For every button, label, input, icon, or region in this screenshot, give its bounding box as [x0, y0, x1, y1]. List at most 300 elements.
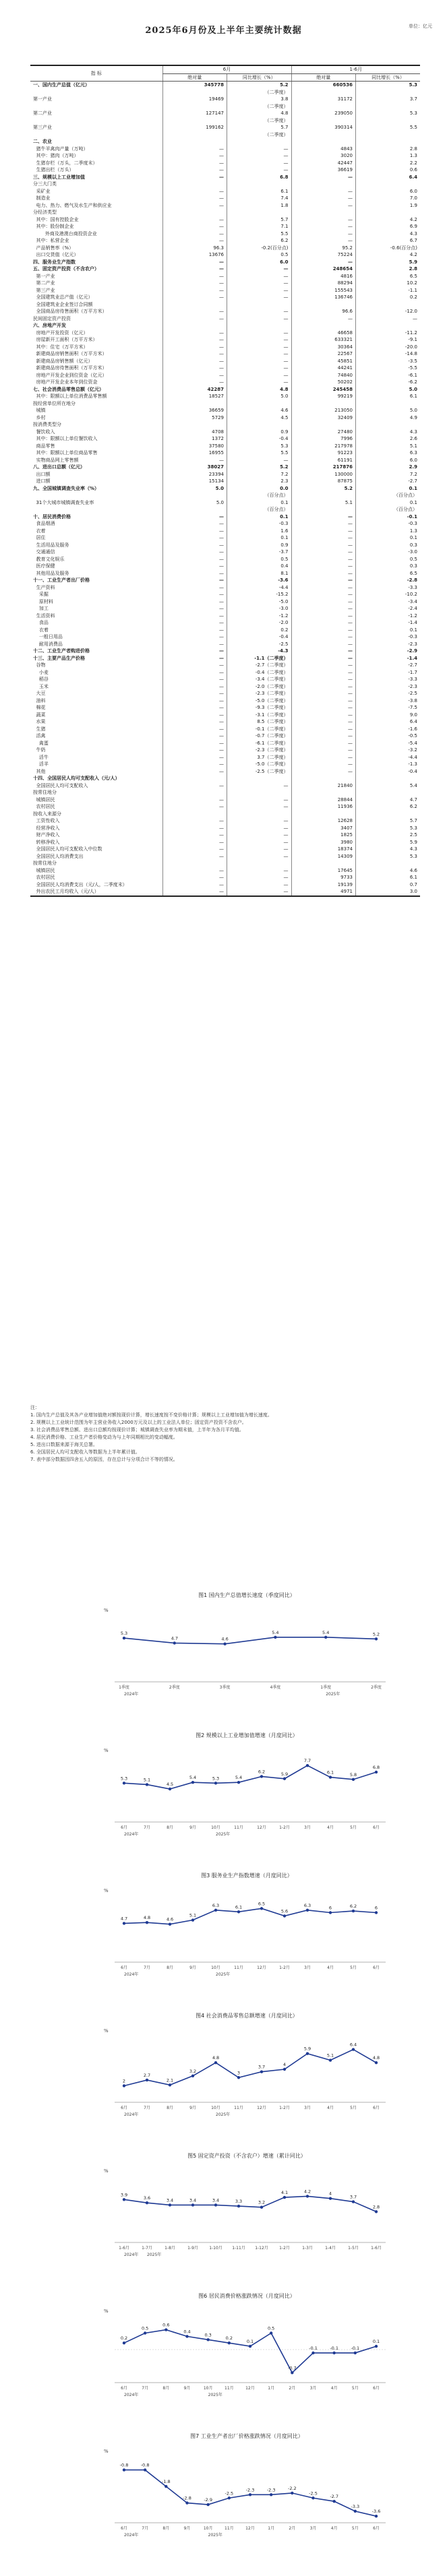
data-label: 0.5: [267, 2325, 275, 2331]
x-tick-label: 3月: [304, 2106, 311, 2110]
cell-cum-pct: -2.8: [356, 577, 421, 584]
table-row: [30, 648, 420, 655]
year-label: 2025年: [326, 1692, 340, 1697]
cell-cum-abs: —: [291, 556, 356, 563]
table-row: [30, 796, 420, 804]
data-point: [146, 1921, 148, 1924]
row-label: 稻谷: [33, 677, 49, 683]
cell-month-abs: —: [162, 740, 227, 747]
row-label: 第三产业: [33, 125, 52, 131]
cell-month-abs: —: [162, 528, 227, 535]
data-label: 6.2: [258, 1769, 266, 1775]
chart-title: 图5 固定资产投资（不含农户）增速（累计同比）: [187, 2153, 306, 2159]
x-tick-label: 12月: [245, 2526, 255, 2531]
x-tick-label: 6月: [373, 2106, 380, 2110]
cell-cum-abs: —: [291, 542, 356, 549]
cell-cum-abs: —: [291, 563, 356, 570]
cell-cum-pct: -3.8: [356, 697, 421, 705]
row-label: 三、规模以上工业增加值: [33, 174, 85, 180]
table-row: [30, 556, 420, 563]
data-label: 5.3: [120, 1776, 128, 1782]
row-label: 其中：限额以上单位消费品零售额: [33, 394, 107, 400]
cell-month-pct: —: [227, 853, 292, 860]
cell-month-pct: -0.1（二季度）: [227, 726, 292, 733]
cell-month-pct: -0.4: [227, 435, 292, 443]
data-point: [144, 2331, 146, 2334]
data-label: 5.4: [189, 1775, 197, 1781]
cell-month-pct: 0.4: [227, 563, 292, 570]
cell-cum-abs: 27480: [291, 429, 356, 436]
chart-unit: %: [104, 2449, 109, 2454]
data-label: 0.3: [204, 2332, 212, 2338]
cell-cum-abs: 3020: [291, 152, 356, 160]
row-label: 其中：国有控股企业: [33, 216, 79, 222]
data-label: 3.4: [189, 2197, 197, 2203]
row-label: 制造业: [33, 195, 51, 201]
data-label: 3.6: [143, 2195, 151, 2201]
cell-cum-pct: -7.5: [356, 704, 421, 712]
row-label: [30, 117, 162, 125]
cell-cum-abs: [291, 789, 356, 796]
row-label: 大豆: [33, 691, 46, 697]
year-label: 2024年: [124, 2112, 139, 2117]
row-label: 城镇居民: [33, 796, 55, 803]
table-row: [30, 471, 420, 478]
cell-month-pct: —: [227, 344, 292, 351]
cell-month-pct: -5.0: [227, 598, 292, 606]
cell-cum-pct: 4.7: [356, 796, 421, 804]
table-row: [30, 160, 420, 167]
row-label: 衣着: [33, 627, 49, 633]
x-tick-label: 6月: [373, 1966, 380, 1970]
cell-month-pct: -2.5: [227, 641, 292, 648]
row-label: 经营净收入: [33, 825, 60, 831]
x-tick-label: 1-10月: [209, 2246, 222, 2251]
row-label: 四、服务业生产指数: [33, 259, 76, 265]
data-label: 5.4: [272, 1629, 279, 1635]
x-tick-label: 3季度: [219, 1685, 231, 1690]
cell-month-abs: 23394: [162, 471, 227, 478]
cell-cum-pct: -1.4: [356, 655, 421, 662]
cell-month-pct: -3.7: [227, 548, 292, 556]
table-row: [30, 329, 420, 337]
chart-title: 图3 服务业生产指数增速（月度同比）: [201, 1873, 293, 1879]
cell-month-pct: 5.0: [227, 393, 292, 400]
cell-cum-abs: —: [291, 598, 356, 606]
data-label: 5.2: [372, 1631, 380, 1637]
cell-cum-pct: 2.8: [356, 146, 421, 153]
data-label: 5.9: [303, 2046, 311, 2052]
table-row: [30, 259, 420, 266]
header-abs-month: 绝对量: [162, 73, 227, 82]
cell-cum-pct: [356, 789, 421, 796]
x-tick-label: 7月: [142, 2386, 149, 2391]
cell-cum-abs: —: [291, 676, 356, 683]
cell-month-pct: [227, 209, 292, 216]
cell-month-pct: -0.2(百分点): [227, 245, 292, 252]
cell-month-pct: —: [227, 372, 292, 379]
chart-svg: [98, 1589, 395, 1717]
table-row: [30, 287, 420, 294]
cell-cum-abs: —: [291, 605, 356, 612]
row-label: 医疗保健: [33, 563, 55, 569]
cell-cum-pct: -14.8: [356, 350, 421, 358]
cell-month-abs: —: [162, 365, 227, 372]
cell-month-pct: 2.3: [227, 478, 292, 485]
cell-cum-pct: [356, 775, 421, 782]
cell-cum-pct: [356, 209, 421, 216]
table-row: [30, 825, 420, 832]
cell-cum-abs: 248654: [291, 265, 356, 273]
cell-cum-abs: 18374: [291, 846, 356, 853]
data-label: 4.6: [221, 1636, 229, 1642]
x-tick-label: 1季度: [320, 1685, 332, 1690]
cell-cum-abs: —: [291, 619, 356, 627]
table-row: [30, 315, 420, 323]
cell-month-pct: 5.3: [227, 443, 292, 450]
row-label: 生活资料: [33, 612, 55, 619]
cell-cum-abs: —: [291, 315, 356, 323]
x-tick-label: 8月: [162, 2386, 170, 2391]
cell-month-abs: —: [162, 825, 227, 832]
cell-month-abs: [162, 322, 227, 329]
data-point: [332, 2352, 335, 2354]
cell-month-abs: —: [162, 188, 227, 195]
table-row: [30, 421, 420, 429]
cell-month-pct: —: [227, 273, 292, 280]
cell-cum-pct: 6.0: [356, 188, 421, 195]
cell-cum-pct: 6.5: [356, 273, 421, 280]
cell-month-pct: -2.3（二季度）: [227, 690, 292, 697]
cell-cum-pct: -3.3: [356, 584, 421, 592]
cell-month-abs: —: [162, 641, 227, 648]
x-tick-label: 8月: [167, 1825, 173, 1830]
table-row: [30, 131, 420, 139]
cell-month-pct: —: [227, 831, 292, 839]
cell-cum-abs: 42447: [291, 160, 356, 167]
table-row: [30, 768, 420, 776]
cell-month-abs: 16955: [162, 449, 227, 457]
data-point: [123, 1922, 125, 1924]
cell-month-pct: （百分点）: [227, 492, 292, 499]
data-point: [228, 2342, 231, 2344]
chart-title: 图2 规模以上工业增加值增速（月度同比）: [196, 1732, 298, 1738]
table-row: [30, 605, 420, 612]
cell-month-pct: [227, 322, 292, 329]
row-label: 按消费类型分: [33, 422, 61, 428]
cell-cum-abs: [291, 506, 356, 513]
cell-month-pct: -15.2: [227, 591, 292, 598]
cell-cum-pct: 4.2: [356, 251, 421, 259]
cell-cum-pct: -20.0: [356, 344, 421, 351]
table-row: [30, 188, 420, 195]
table-row: [30, 542, 420, 549]
data-point: [169, 2083, 171, 2086]
data-label: 0.5: [141, 2325, 149, 2331]
data-label: -2.5: [309, 2490, 318, 2496]
chart-unit: %: [104, 2028, 109, 2034]
data-label: 2.1: [166, 2077, 174, 2083]
cell-cum-pct: -2.3: [356, 683, 421, 691]
row-label: 农村居民: [33, 875, 55, 881]
note-line: 注：: [30, 1405, 40, 1410]
data-point: [375, 1771, 378, 1773]
row-label: 耐用消费品: [33, 641, 63, 647]
data-label: -2.8: [183, 2495, 191, 2501]
cell-month-abs: 37580: [162, 443, 227, 450]
cell-month-abs: —: [162, 732, 227, 740]
cell-cum-pct: -3.3: [356, 676, 421, 683]
cell-month-abs: —: [162, 577, 227, 584]
series-line: [124, 2470, 376, 2517]
cell-cum-pct: -3.2: [356, 747, 421, 754]
chart-unit: %: [104, 1748, 109, 1753]
note-line: 2. 规模以上工业统计范围为年主营业务收入2000万元及以上的工业法人单位；固定资产投资不含农户。: [30, 1420, 247, 1425]
table-row: [30, 761, 420, 768]
table-row: [30, 407, 420, 414]
data-label: 3.7: [258, 2064, 266, 2070]
cell-month-abs: 5.0: [162, 485, 227, 493]
cell-cum-abs: 44241: [291, 365, 356, 372]
table-row: [30, 697, 420, 705]
row-label: 一、国内生产总值（亿元）: [33, 82, 90, 88]
row-label: 乡村: [33, 414, 46, 420]
row-label: 外出农民工月均收入（元/人）: [30, 888, 162, 896]
cell-month-abs: —: [162, 747, 227, 754]
data-point: [237, 2205, 240, 2207]
table-row: [30, 209, 420, 216]
cell-cum-abs: —: [291, 732, 356, 740]
cell-month-abs: —: [162, 542, 227, 549]
table-row: [30, 619, 420, 627]
data-label: -3.6: [371, 2509, 381, 2515]
cell-month-pct: 8.1: [227, 570, 292, 577]
x-tick-label: 1-11月: [232, 2246, 245, 2251]
cell-cum-abs: [291, 775, 356, 782]
data-point: [311, 2352, 314, 2354]
cell-month-pct: -2.5（二季度）: [227, 768, 292, 776]
table-row: [30, 803, 420, 811]
cell-cum-pct: [356, 301, 421, 309]
year-label: 2024年: [124, 1972, 139, 1977]
data-point: [270, 2493, 272, 2496]
cell-cum-pct: [356, 322, 421, 329]
cell-cum-pct: 0.3: [356, 563, 421, 570]
cell-month-abs: —: [162, 237, 227, 245]
cell-month-abs: —: [162, 888, 227, 896]
data-label: 0.2: [225, 2335, 233, 2342]
data-point: [214, 1909, 217, 1912]
data-point: [146, 2079, 148, 2081]
x-tick-label: 3月: [309, 2386, 317, 2391]
cell-cum-pct: 5.0: [356, 407, 421, 414]
cell-month-abs: [162, 860, 227, 867]
cell-month-pct: —: [227, 166, 292, 174]
cell-month-pct: （二季度）: [227, 117, 292, 125]
cell-cum-pct: 6.9: [356, 223, 421, 230]
chart-svg: [98, 2009, 395, 2137]
cell-month-pct: —: [227, 817, 292, 825]
cell-month-abs: —: [162, 718, 227, 726]
data-point: [352, 1910, 355, 1912]
table-row: [30, 429, 420, 436]
cell-cum-pct: 5.9: [356, 259, 421, 266]
x-tick-label: 1月: [268, 2386, 275, 2391]
table-row: [30, 393, 420, 400]
note-line: 6. 全国居民人均可支配收入等数据为上半年累计值。: [30, 1449, 140, 1455]
table-row: [30, 344, 420, 351]
row-label: 教育文化娱乐: [33, 556, 65, 562]
cell-cum-abs: —: [291, 648, 356, 655]
cell-month-abs: [162, 138, 227, 146]
cell-cum-pct: -0.3: [356, 633, 421, 641]
cell-cum-abs: [291, 301, 356, 309]
data-label: 3.4: [212, 2197, 220, 2203]
cell-month-abs: —: [162, 853, 227, 860]
cell-month-pct: —: [227, 796, 292, 804]
data-label: -0.7: [287, 2365, 297, 2371]
cell-month-pct: —: [227, 825, 292, 832]
data-point: [375, 2061, 378, 2064]
row-label: 新建商品房待售面积（万平方米）: [33, 365, 107, 371]
cell-cum-abs: —: [291, 223, 356, 230]
x-tick-label: 11月: [234, 2106, 243, 2110]
x-tick-label: 1-2月: [279, 2106, 290, 2110]
cell-month-abs: 5729: [162, 414, 227, 422]
cell-month-abs: 4708: [162, 429, 227, 436]
cell-cum-pct: -1.3: [356, 761, 421, 768]
cell-cum-abs: 660536: [291, 82, 356, 89]
cell-month-pct: 4.8: [227, 386, 292, 394]
data-label: -0.8: [119, 2462, 129, 2468]
row-label: 其他: [33, 768, 46, 774]
data-label: 3.2: [189, 2068, 197, 2074]
cell-cum-abs: 91223: [291, 449, 356, 457]
row-label: 第二产业: [33, 111, 52, 117]
cell-month-abs: —: [162, 548, 227, 556]
cell-month-abs: —: [162, 273, 227, 280]
cell-cum-abs: [291, 860, 356, 867]
cell-cum-abs: —: [291, 740, 356, 747]
cell-month-abs: —: [162, 146, 227, 153]
table-row: [30, 294, 420, 301]
x-tick-label: 9月: [189, 1966, 196, 1970]
cell-cum-pct: -5.5: [356, 365, 421, 372]
data-label: -0.1: [351, 2345, 360, 2351]
cell-cum-pct: -1.1: [356, 287, 421, 294]
data-point: [123, 1637, 125, 1639]
cell-cum-pct: 5.7: [356, 817, 421, 825]
table-row: [30, 669, 420, 677]
cell-cum-pct: 5.9: [356, 839, 421, 846]
cell-month-pct: [227, 301, 292, 309]
table-row: [30, 598, 420, 606]
cell-month-pct: —: [227, 146, 292, 153]
table-row: [30, 166, 420, 174]
data-label: 3.7: [349, 2194, 357, 2200]
row-label: 农村居民: [33, 804, 55, 810]
table-row: [30, 89, 420, 96]
row-label: 电力、热力、燃气及水生产和供应业: [33, 202, 112, 208]
row-label: 交通通信: [33, 549, 55, 555]
row-label: [30, 492, 162, 499]
data-label: 6.5: [258, 1901, 266, 1907]
row-label: 衣着: [33, 528, 46, 534]
cell-month-abs: —: [162, 831, 227, 839]
table-row: [30, 612, 420, 620]
series-line: [124, 2050, 376, 2086]
cell-cum-abs: —: [291, 570, 356, 577]
cell-cum-abs: —: [291, 584, 356, 592]
cell-cum-pct: 4.6: [356, 867, 421, 875]
data-point: [329, 2059, 332, 2061]
table-row: [30, 251, 420, 259]
table-row: [30, 584, 420, 592]
row-label: 转移净收入: [33, 839, 60, 845]
cell-month-abs: —: [162, 294, 227, 301]
cell-cum-abs: 19139: [291, 881, 356, 889]
cell-month-pct: 5.2: [227, 464, 292, 471]
cell-month-abs: [162, 181, 227, 188]
data-point: [324, 1636, 327, 1639]
cell-cum-abs: 136746: [291, 294, 356, 301]
data-label: 6.1: [235, 1904, 243, 1910]
cell-month-abs: —: [162, 570, 227, 577]
cell-cum-pct: 1.3: [356, 528, 421, 535]
x-tick-label: 6月: [121, 2526, 127, 2531]
x-tick-label: 5月: [351, 2526, 359, 2531]
cell-cum-abs: 4816: [291, 273, 356, 280]
data-label: 6: [328, 1905, 332, 1911]
data-point: [329, 1911, 332, 1914]
table-row: [30, 138, 420, 146]
table-row: [30, 506, 420, 513]
x-tick-label: 6月: [121, 2386, 127, 2391]
note-line: 3. 社会消费品零售总额、进出口总额均按现价计算；城镇调查失业率为期末值，上半年为各月平均值。: [30, 1427, 244, 1433]
cell-cum-abs: —: [291, 202, 356, 210]
cell-month-pct: —: [227, 294, 292, 301]
cell-month-abs: —: [162, 315, 227, 323]
cell-month-pct: （二季度）: [227, 131, 292, 139]
table-row: [30, 110, 420, 117]
cell-month-pct: -2.0: [227, 619, 292, 627]
cell-month-pct: （百分点）: [227, 506, 292, 513]
x-tick-label: 1月: [268, 2526, 275, 2531]
data-point: [332, 2500, 335, 2503]
row-label: 31个大城市城镇调查失业率: [33, 499, 94, 505]
table-row: [30, 464, 420, 471]
cell-cum-pct: -12.0: [356, 308, 421, 315]
table-row: [30, 414, 420, 422]
x-tick-label: 1-3月: [302, 2246, 313, 2251]
data-label: 4.7: [120, 1916, 128, 1922]
cell-month-abs: —: [162, 796, 227, 804]
row-label: 财产净收入: [33, 832, 60, 838]
cell-cum-abs: [291, 117, 356, 125]
cell-cum-pct: -9.1: [356, 336, 421, 344]
data-point: [375, 1637, 378, 1640]
cell-month-abs: 1372: [162, 435, 227, 443]
cell-month-pct: [227, 400, 292, 408]
cell-month-pct: 1.8: [227, 202, 292, 210]
cell-cum-pct: -1.4: [356, 619, 421, 627]
cell-cum-abs: 46658: [291, 329, 356, 337]
cell-month-pct: —: [227, 329, 292, 337]
table-row: [30, 676, 420, 683]
row-label: 十一、工业生产者出厂价格: [33, 577, 90, 584]
row-label: 其中：猪肉（万吨）: [33, 153, 79, 159]
data-label: -2.3: [266, 2487, 276, 2493]
